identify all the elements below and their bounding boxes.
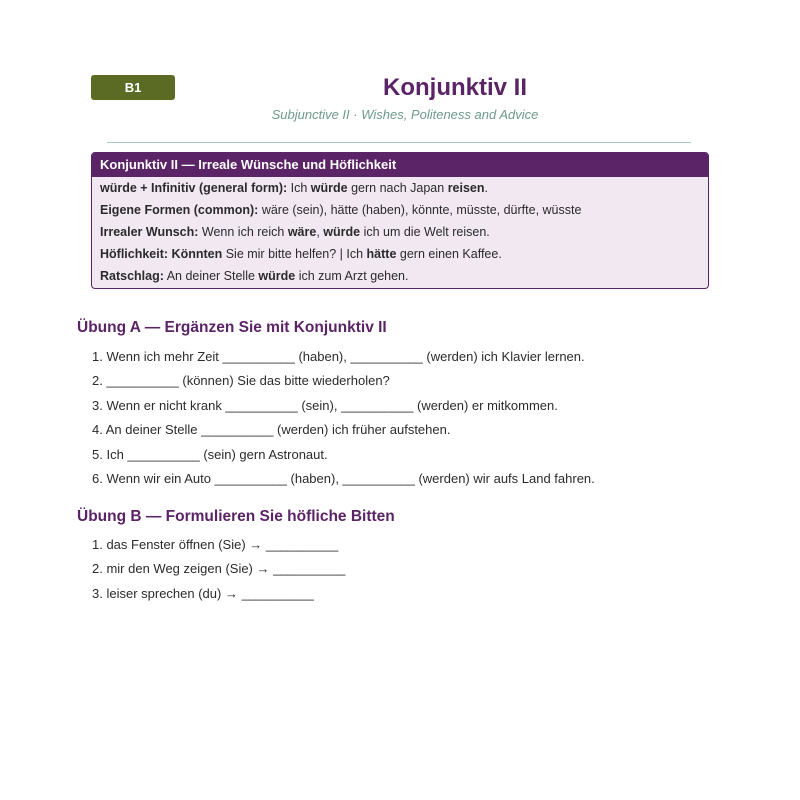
exercise-a-item: 4. An deiner Stelle __________ (werden) ich früher aufstehen. (92, 422, 451, 438)
grammar-box (91, 152, 709, 289)
exercise-a-list (92, 345, 595, 491)
page-subtitle: Subjunctive II · Wishes, Politeness and Advice (271, 107, 539, 122)
exercise-b-title: Übung B — Formulieren Sie höfliche Bitten (77, 508, 395, 525)
grammar-row-label: Ratschlag: (100, 269, 164, 283)
grammar-row-unreal-wish (92, 221, 708, 243)
grammar-row-text: ich um die Welt reisen. (360, 225, 490, 239)
grammar-row-text: gern einen Kaffee. (396, 247, 502, 261)
level-badge: B1 (91, 75, 175, 100)
grammar-row-text: Ich (287, 181, 311, 195)
grammar-row-general-form (92, 177, 708, 199)
page-title: Konjunktiv II (383, 74, 527, 101)
grammar-row-common-forms (92, 199, 708, 221)
grammar-row-text: wäre (sein), hätte (haben), könnte, müsste, dürfte, wüsste (258, 203, 582, 217)
grammar-row-label: Eigene Formen (common): (100, 203, 259, 217)
grammar-row-text: Wenn ich reich (198, 225, 288, 239)
grammar-row-text: An deiner Stelle (163, 269, 259, 283)
exercise-b-item: 3. leiser sprechen (du) → __________ (92, 585, 314, 601)
grammar-row-advice (92, 265, 708, 287)
exercise-b-item: 2. mir den Weg zeigen (Sie) → __________ (92, 561, 346, 577)
exercise-a-item: 5. Ich __________ (sein) gern Astronaut. (92, 446, 328, 462)
grammar-row-emphasis: Könnten (171, 247, 223, 261)
grammar-row-emphasis: würde (323, 225, 361, 239)
exercise-a-item: 1. Wenn ich mehr Zeit __________ (haben), __________ (werden) ich Klavier lernen. (92, 349, 585, 364)
grammar-row-label: Irrealer Wunsch: (100, 225, 199, 239)
grammar-row-text: . (484, 181, 489, 195)
grammar-row-text: gern nach Japan (347, 181, 448, 195)
exercise-b-list (92, 533, 345, 606)
exercise-b-item: 1. das Fenster öffnen (Sie) → __________ (92, 537, 339, 552)
exercise-a-title: Übung A — Ergänzen Sie mit Konjunktiv II (77, 319, 387, 336)
grammar-row-label: würde + Infinitiv (general form): (100, 181, 288, 195)
exercise-a-item: 6. Wenn wir ein Auto __________ (haben), __________ (werden) wir aufs Land fahren. (92, 470, 595, 486)
grammar-box-title: Konjunktiv II — Irreale Wünsche und Höflichkeit (92, 153, 708, 177)
header-divider (107, 142, 691, 143)
grammar-row-text: , (316, 225, 324, 239)
grammar-row-text: ich zum Arzt gehen. (295, 269, 409, 283)
exercise-a-item: 3. Wenn er nicht krank __________ (sein), __________ (werden) er mitkommen. (92, 397, 558, 413)
grammar-row-emphasis: hätte (366, 247, 397, 261)
grammar-row-text: Sie mir bitte helfen? | Ich (222, 247, 367, 261)
grammar-row-emphasis: würde (310, 181, 348, 195)
grammar-row-emphasis: würde (258, 269, 296, 283)
grammar-row-emphasis: reisen (447, 181, 485, 195)
grammar-row-emphasis: wäre (287, 225, 317, 239)
grammar-row-politeness (92, 243, 708, 265)
exercise-a-item: 2. __________ (können) Sie das bitte wiederholen? (92, 373, 390, 389)
grammar-row-label: Höflichkeit: (100, 247, 169, 261)
